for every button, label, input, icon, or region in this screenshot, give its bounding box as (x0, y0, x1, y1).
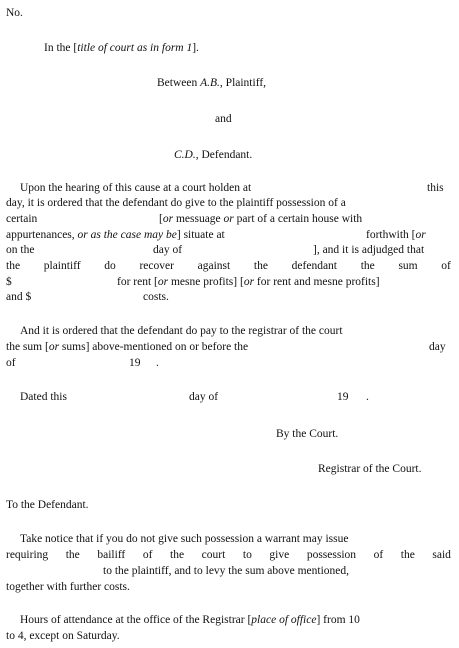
court-title-line: In the [title of court as in form 1]. (44, 42, 199, 54)
form-number: No. (6, 7, 23, 19)
registrar-signature-line: Registrar of the Court. (318, 463, 422, 475)
by-the-court: By the Court. (276, 428, 339, 440)
defendant-line: C.D., Defendant. (174, 149, 253, 161)
and-line: and (215, 113, 232, 125)
sum-line: the plaintiff do recover against the defendant the sum of (6, 260, 451, 272)
addressee: To the Defendant. (6, 499, 89, 511)
plaintiff-line: Between A.B., Plaintiff, (157, 77, 267, 89)
